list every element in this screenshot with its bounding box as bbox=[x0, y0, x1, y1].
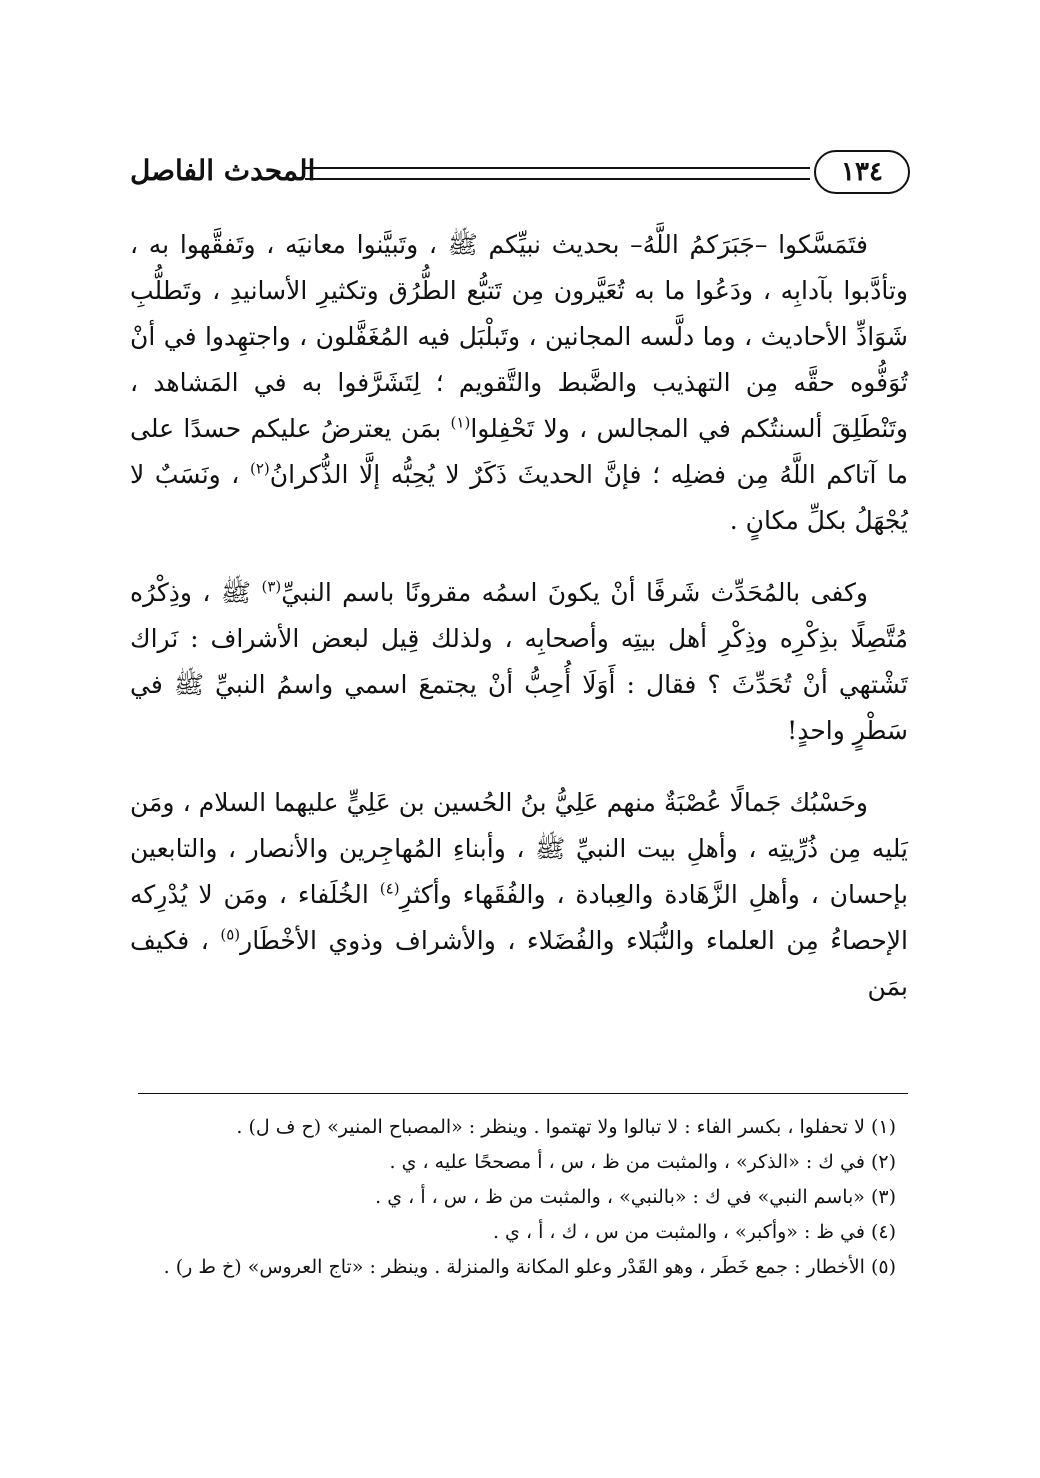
footnote-2 bbox=[130, 1145, 908, 1180]
header-double-rule bbox=[305, 167, 810, 180]
footnote-marker: (٣) bbox=[870, 1186, 896, 1208]
paragraph-3-part-b: الخُلَفاء ، ومَن لا يُدْرِكه الإحصاءُ مِن العلماء والنُّبَلاء والفُضَلاء ، والأشراف وذوي الأخْطَار bbox=[130, 880, 908, 955]
footnote-text: في ظ : «وأكبر» ، والمثبت من س ، ك ، أ ، ي . bbox=[492, 1221, 865, 1243]
footnote-1 bbox=[130, 1110, 908, 1145]
footnote-ref-3: (٣) bbox=[261, 577, 282, 596]
paragraph-1-part-c: ، ونَسَبٌ لا يُجْهَلُ بكلِّ مكانٍ . bbox=[130, 460, 908, 535]
paragraph-1 bbox=[130, 222, 908, 544]
footnote-ref-2: (٢) bbox=[249, 459, 270, 478]
footnote-ref-4: (٤) bbox=[379, 879, 400, 898]
running-book-title: المحدث الفاصل bbox=[130, 154, 316, 187]
footnote-marker: (١) bbox=[870, 1116, 896, 1138]
footnote-marker: (٢) bbox=[870, 1151, 896, 1173]
paragraph-2-part-b: ﷺ ، وذِكْرُه مُتَّصِلًا بذِكْرِه وذِكْرِ أهل بيتِه وأصحابِه ، ولذلك قِيل لبعض الأشراف : نَراك تَشْتهي أنْ تُحَدِّثَ ؟ فقال : أَوَلَا أُحِبُّ أنْ يجتمعَ اسمي واسمُ النبيِّ ﷺ في سَطْرٍ واحدٍ! bbox=[130, 578, 908, 745]
paragraph-2 bbox=[130, 570, 908, 754]
footnote-text: في ك : «الذكر» ، والمثبت من ظ ، س ، أ مصححًا عليه ، ي . bbox=[389, 1151, 865, 1173]
footnote-4 bbox=[130, 1215, 908, 1250]
footnote-separator bbox=[138, 1093, 908, 1094]
paragraph-3-part-c: ، فكيف بمَن bbox=[130, 926, 908, 1001]
footnote-marker: (٤) bbox=[870, 1221, 896, 1243]
paragraph-3 bbox=[130, 780, 908, 1010]
footnotes bbox=[130, 1110, 908, 1285]
main-text bbox=[130, 222, 908, 1010]
paragraph-1-part-b: بمَن يعترضُ عليكم حسدًا على ما آتاكم اللَّهُ مِن فضلِه ؛ فإنَّ الحديثَ ذَكَرٌ لا يُحِبُّه إلَّا الذُّكرانُ bbox=[130, 414, 908, 489]
paragraph-2-part-a: وكفى بالمُحَدِّث شَرفًا أنْ يكونَ اسمُه مقرونًا باسم النبيِّ bbox=[281, 578, 868, 607]
page-number-badge: ١٣٤ bbox=[814, 150, 910, 194]
footnote-ref-1: (١) bbox=[450, 413, 471, 432]
footnote-text: لا تحفلوا ، بكسر الفاء : لا تبالوا ولا تهتموا . وينظر : «المصباح المنير» (ح ف ل) . bbox=[236, 1116, 865, 1138]
page-header bbox=[130, 150, 910, 200]
paragraph-1-part-a: فتَمَسَّكوا –جَبَرَكمُ اللَّهُ– بحديث نبيِّكم ﷺ ، وتَبيَّنوا معانيَه ، وتَفقَّهوا به ، وتأدَّبوا بآدابِه ، ودَعُوا ما به تُعَيَّرون مِن تَتبُّع الطُّرُق وتكثيرِ الأسانيدِ ، وتَطلُّبِ شَوَاذِّ الأحاديث ، وما دلَّسه المجانين ، وتَبلْبَل فيه المُغَفَّلون ، واجتهِدوا في أنْ تُوَفُّوه حقَّه مِن التهذيب والضَّبط والتَّقويم ؛ لِتَشَرَّفوا به في المَشاهد ، وتَنْطَلِقَ ألسنتُكم في المجالس ، ولا تَحْفِلوا bbox=[130, 230, 909, 443]
footnote-text: الأخطار : جمع خَطَر ، وهو القَدْر وعلو المكانة والمنزلة . وينظر : «تاج العروس» (خ ط ر) . bbox=[163, 1256, 865, 1278]
footnote-3 bbox=[130, 1180, 908, 1215]
footnote-marker: (٥) bbox=[870, 1256, 896, 1278]
paragraph-3-part-a: وحَسْبُك جَمالًا عُصْبَةٌ منهم عَلِيُّ بنُ الحُسين بن عَلِيٍّ عليهما السلام ، ومَن يَليه مِن ذُرِّيتِه ، وأهلِ بيت النبيِّ ﷺ ، وأبناءِ المُهاجِرين والأنصار ، والتابعين بإحسان ، وأهلِ الزَّهَادة والعِبادة ، والفُقَهاء وأكثرِ bbox=[130, 788, 908, 909]
footnote-text: «باسم النبي» في ك : «بالنبي» ، والمثبت من ظ ، س ، أ ، ي . bbox=[375, 1186, 865, 1208]
footnote-5 bbox=[130, 1250, 908, 1285]
footnote-ref-5: (٥) bbox=[220, 925, 241, 944]
